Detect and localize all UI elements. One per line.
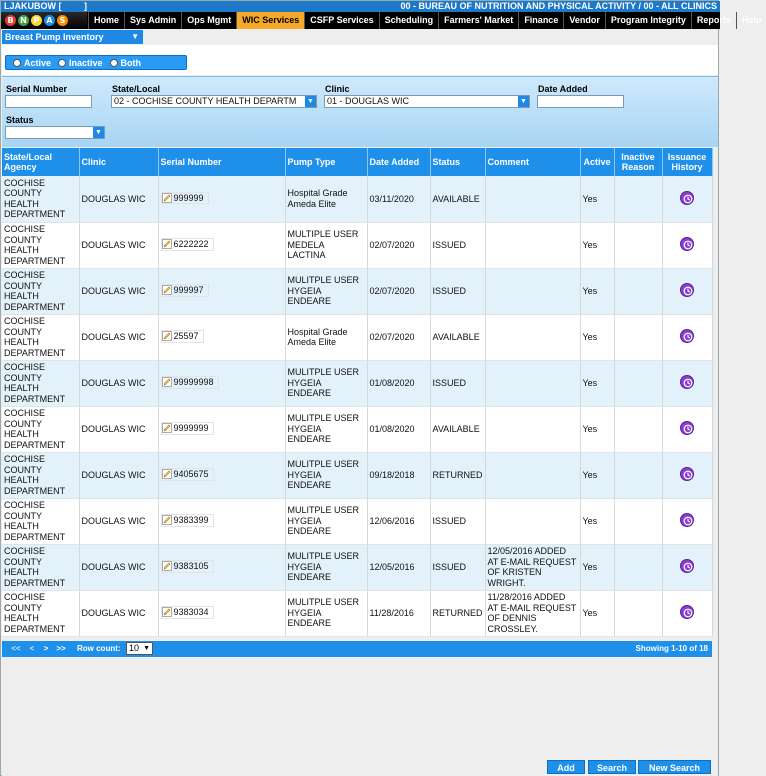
cell-clinic: DOUGLAS WIC bbox=[79, 590, 158, 636]
cell-status: AVAILABLE bbox=[430, 406, 485, 452]
chevron-down-icon: ▼ bbox=[93, 127, 104, 138]
menu-item-ops-mgmt[interactable]: Ops Mgmt bbox=[181, 12, 236, 29]
cell-agency: COCHISE COUNTY HEALTH DEPARTMENT bbox=[2, 498, 79, 544]
cell-clinic: DOUGLAS WIC bbox=[79, 268, 158, 314]
cell-active: Yes bbox=[580, 268, 614, 314]
cell-status: AVAILABLE bbox=[430, 176, 485, 222]
cell-comment bbox=[485, 452, 580, 498]
active-filter-group bbox=[5, 55, 187, 70]
table-row[interactable] bbox=[2, 222, 712, 268]
row-count-select[interactable] bbox=[126, 642, 153, 655]
cell-serial bbox=[158, 590, 285, 636]
cell-serial bbox=[158, 314, 285, 360]
page-title: Breast Pump Inventory bbox=[5, 32, 104, 42]
cell-serial bbox=[158, 406, 285, 452]
clock-history-icon[interactable] bbox=[680, 329, 694, 343]
pencil-edit-icon[interactable] bbox=[162, 607, 172, 617]
logo-letter: B bbox=[5, 15, 16, 26]
filter-inactive-label: Inactive bbox=[69, 57, 103, 68]
serial-number: 9383105 bbox=[173, 561, 209, 572]
cell-clinic: DOUGLAS WIC bbox=[79, 222, 158, 268]
filter-both-radio[interactable] bbox=[110, 58, 142, 68]
filter-active-label: Active bbox=[24, 57, 52, 68]
cell-inactive-reason bbox=[614, 590, 662, 636]
serial-number: 6222222 bbox=[173, 239, 209, 250]
clock-history-icon[interactable] bbox=[680, 237, 694, 251]
cell-status: ISSUED bbox=[430, 360, 485, 406]
table-row[interactable] bbox=[2, 314, 712, 360]
cell-date-added: 12/05/2016 bbox=[367, 544, 430, 590]
cell-pump-type: MULITPLE USER HYGEIA ENDEARE bbox=[285, 406, 367, 452]
cell-issuance-history bbox=[662, 498, 712, 544]
cell-active: Yes bbox=[580, 590, 614, 636]
cell-active: Yes bbox=[580, 314, 614, 360]
column-header-state-local-agency[interactable]: State/Local Agency bbox=[2, 148, 79, 176]
cell-serial bbox=[158, 360, 285, 406]
cell-status: ISSUED bbox=[430, 544, 485, 590]
table-row[interactable] bbox=[2, 544, 712, 590]
chevron-down-icon: ▼ bbox=[305, 96, 316, 107]
cell-agency: COCHISE COUNTY HEALTH DEPARTMENT bbox=[2, 268, 79, 314]
table-row[interactable] bbox=[2, 590, 712, 636]
cell-issuance-history bbox=[662, 544, 712, 590]
cell-issuance-history bbox=[662, 222, 712, 268]
logo-letter: N bbox=[18, 15, 29, 26]
filter-both-label: Both bbox=[120, 57, 142, 68]
cell-status: AVAILABLE bbox=[430, 314, 485, 360]
table-row[interactable] bbox=[2, 176, 712, 222]
clock-history-icon[interactable] bbox=[680, 513, 694, 527]
cell-status: RETURNED bbox=[430, 590, 485, 636]
column-header-serial-number[interactable]: Serial Number bbox=[158, 148, 285, 176]
cell-date-added: 03/11/2020 bbox=[367, 176, 430, 222]
cell-inactive-reason bbox=[614, 360, 662, 406]
next-page-button[interactable]: > bbox=[43, 644, 49, 653]
cell-date-added: 02/07/2020 bbox=[367, 268, 430, 314]
cell-pump-type: MULITPLE USER HYGEIA ENDEARE bbox=[285, 452, 367, 498]
cell-date-added: 02/07/2020 bbox=[367, 222, 430, 268]
clinic-label: Clinic bbox=[325, 84, 350, 94]
cell-agency: COCHISE COUNTY HEALTH DEPARTMENT bbox=[2, 176, 79, 222]
cell-date-added: 12/06/2016 bbox=[367, 498, 430, 544]
main-menu bbox=[88, 12, 766, 29]
cell-clinic: DOUGLAS WIC bbox=[79, 544, 158, 590]
cell-serial bbox=[158, 268, 285, 314]
pencil-edit-icon[interactable] bbox=[162, 469, 172, 479]
column-header-pump-type[interactable]: Pump Type bbox=[285, 148, 367, 176]
username: LJAKUBOW [ bbox=[4, 1, 62, 11]
cell-inactive-reason bbox=[614, 222, 662, 268]
cell-serial bbox=[158, 222, 285, 268]
date-added-input[interactable] bbox=[537, 95, 624, 108]
state-local-select[interactable] bbox=[111, 95, 317, 108]
menu-item-program-integrity[interactable]: Program Integrity bbox=[605, 12, 691, 29]
pump-inventory-table bbox=[2, 148, 713, 637]
cell-inactive-reason bbox=[614, 498, 662, 544]
column-header-issuance-history[interactable]: Issuance History bbox=[662, 148, 712, 176]
cell-agency: COCHISE COUNTY HEALTH DEPARTMENT bbox=[2, 590, 79, 636]
menu-item-scheduling[interactable]: Scheduling bbox=[379, 12, 439, 29]
serial-link[interactable] bbox=[161, 468, 214, 481]
row-count-label: Row count: bbox=[77, 644, 121, 653]
serial-link[interactable] bbox=[161, 422, 214, 435]
cell-clinic: DOUGLAS WIC bbox=[79, 360, 158, 406]
cell-inactive-reason bbox=[614, 314, 662, 360]
cell-issuance-history bbox=[662, 406, 712, 452]
prev-page-button[interactable]: < bbox=[29, 644, 35, 653]
cell-serial bbox=[158, 544, 285, 590]
serial-link[interactable] bbox=[161, 284, 209, 297]
cell-inactive-reason bbox=[614, 452, 662, 498]
cell-issuance-history bbox=[662, 314, 712, 360]
pager-bar bbox=[2, 641, 712, 657]
cell-agency: COCHISE COUNTY HEALTH DEPARTMENT bbox=[2, 544, 79, 590]
cell-comment bbox=[485, 360, 580, 406]
serial-number: 9999999 bbox=[173, 423, 209, 434]
page-selector[interactable] bbox=[2, 30, 143, 44]
cell-comment bbox=[485, 406, 580, 452]
logo-letter: P bbox=[31, 15, 42, 26]
pencil-edit-icon[interactable] bbox=[162, 423, 172, 433]
row-count-value: 10 bbox=[129, 643, 140, 653]
pencil-edit-icon[interactable] bbox=[162, 377, 172, 387]
serial-link[interactable] bbox=[161, 514, 214, 527]
cell-comment bbox=[485, 268, 580, 314]
cell-status: RETURNED bbox=[430, 452, 485, 498]
menu-item-reports[interactable]: Reports bbox=[691, 12, 736, 29]
radio-button[interactable] bbox=[110, 59, 118, 67]
cell-comment bbox=[485, 498, 580, 544]
pencil-edit-icon[interactable] bbox=[162, 515, 172, 525]
username-close: ] bbox=[84, 1, 88, 11]
search-button[interactable]: Search bbox=[588, 760, 636, 774]
org-context: 00 - BUREAU OF NUTRITION AND PHYSICAL ACTIVITY / 00 - ALL CLINICS bbox=[400, 1, 717, 11]
user-info bbox=[4, 1, 87, 12]
serial-number-label: Serial Number bbox=[6, 84, 68, 94]
serial-number: 999999 bbox=[173, 192, 204, 203]
cell-issuance-history bbox=[662, 360, 712, 406]
cell-issuance-history bbox=[662, 176, 712, 222]
table-row[interactable] bbox=[2, 452, 712, 498]
clinic-value: 01 - DOUGLAS WIC bbox=[327, 96, 410, 106]
serial-number: 25597 bbox=[173, 331, 199, 342]
last-page-button[interactable]: >> bbox=[56, 644, 66, 653]
serial-number: 9383034 bbox=[173, 607, 209, 618]
menu-item-farmers-market[interactable]: Farmers' Market bbox=[438, 12, 518, 29]
filter-inactive-radio[interactable] bbox=[58, 58, 103, 68]
serial-link[interactable] bbox=[161, 330, 204, 343]
cell-active: Yes bbox=[580, 498, 614, 544]
cell-inactive-reason bbox=[614, 176, 662, 222]
state-local-value: 02 - COCHISE COUNTY HEALTH DEPARTM bbox=[114, 96, 297, 106]
serial-link[interactable] bbox=[161, 606, 214, 619]
cell-clinic: DOUGLAS WIC bbox=[79, 452, 158, 498]
menu-item-wic-services[interactable]: WIC Services bbox=[236, 12, 304, 29]
logo-letters bbox=[5, 15, 68, 26]
cell-clinic: DOUGLAS WIC bbox=[79, 498, 158, 544]
cell-date-added: 11/28/2016 bbox=[367, 590, 430, 636]
cell-serial bbox=[158, 498, 285, 544]
cell-comment: 12/05/2016 ADDED AT E-MAIL REQUEST OF KRISTEN WRIGHT. bbox=[485, 544, 580, 590]
showing-count: Showing 1-10 of 18 bbox=[635, 644, 708, 653]
top-bar bbox=[1, 1, 720, 12]
clock-history-icon[interactable] bbox=[680, 421, 694, 435]
cell-pump-type: MULITPLE USER HYGEIA ENDEARE bbox=[285, 498, 367, 544]
cell-status: ISSUED bbox=[430, 268, 485, 314]
pencil-edit-icon[interactable] bbox=[162, 239, 172, 249]
pencil-edit-icon[interactable] bbox=[162, 285, 172, 295]
cell-agency: COCHISE COUNTY HEALTH DEPARTMENT bbox=[2, 360, 79, 406]
chevron-down-icon: ▼ bbox=[143, 645, 150, 652]
logout-link[interactable] bbox=[62, 1, 88, 11]
add-button[interactable]: Add bbox=[547, 760, 585, 774]
cell-date-added: 02/07/2020 bbox=[367, 314, 430, 360]
status-label: Status bbox=[6, 115, 34, 125]
cell-serial bbox=[158, 452, 285, 498]
serial-link[interactable] bbox=[161, 192, 209, 205]
cell-issuance-history bbox=[662, 268, 712, 314]
serial-number: 999997 bbox=[173, 285, 204, 296]
pencil-edit-icon[interactable] bbox=[162, 331, 172, 341]
chevron-down-icon: ▼ bbox=[518, 96, 529, 107]
serial-number: 9405675 bbox=[173, 469, 209, 480]
cell-comment: 11/28/2016 ADDED AT E-MAIL REQUEST OF DENNIS CROSSLEY. bbox=[485, 590, 580, 636]
table-row[interactable] bbox=[2, 406, 712, 452]
radio-button[interactable] bbox=[58, 59, 66, 67]
clock-history-icon[interactable] bbox=[680, 191, 694, 205]
cell-date-added: 01/08/2020 bbox=[367, 360, 430, 406]
app-logo[interactable] bbox=[1, 12, 87, 29]
table-header-row bbox=[2, 148, 712, 176]
menu-item-sys-admin[interactable]: Sys Admin bbox=[124, 12, 181, 29]
cell-active: Yes bbox=[580, 222, 614, 268]
cell-active: Yes bbox=[580, 544, 614, 590]
serial-link[interactable] bbox=[161, 560, 214, 573]
table-row[interactable] bbox=[2, 498, 712, 544]
cell-status: ISSUED bbox=[430, 498, 485, 544]
pencil-edit-icon[interactable] bbox=[162, 561, 172, 571]
column-header-comment[interactable]: Comment bbox=[485, 148, 580, 176]
cell-active: Yes bbox=[580, 452, 614, 498]
menu-item-finance[interactable]: Finance bbox=[518, 12, 563, 29]
new-search-button[interactable]: New Search bbox=[638, 760, 711, 774]
cell-comment bbox=[485, 176, 580, 222]
cell-pump-type: Hospital Grade Ameda Elite bbox=[285, 176, 367, 222]
cell-issuance-history bbox=[662, 590, 712, 636]
cell-pump-type: MULITPLE USER HYGEIA ENDEARE bbox=[285, 360, 367, 406]
column-header-date-added[interactable]: Date Added bbox=[367, 148, 430, 176]
menu-bar bbox=[1, 12, 762, 29]
table-row[interactable] bbox=[2, 268, 712, 314]
cell-comment bbox=[485, 222, 580, 268]
chevron-down-icon: ▼ bbox=[131, 32, 139, 41]
cell-pump-type: MULITPLE USER HYGEIA ENDEARE bbox=[285, 544, 367, 590]
cell-inactive-reason bbox=[614, 544, 662, 590]
clinic-select[interactable] bbox=[324, 95, 530, 108]
cell-agency: COCHISE COUNTY HEALTH DEPARTMENT bbox=[2, 406, 79, 452]
cell-agency: COCHISE COUNTY HEALTH DEPARTMENT bbox=[2, 452, 79, 498]
cell-inactive-reason bbox=[614, 406, 662, 452]
filter-active-radio[interactable] bbox=[13, 58, 51, 68]
cell-issuance-history bbox=[662, 452, 712, 498]
column-header-clinic[interactable]: Clinic bbox=[79, 148, 158, 176]
state-local-label: State/Local bbox=[112, 84, 161, 94]
cell-clinic: DOUGLAS WIC bbox=[79, 406, 158, 452]
cell-pump-type: MULITPLE USER HYGEIA ENDEARE bbox=[285, 590, 367, 636]
serial-link[interactable] bbox=[161, 238, 214, 251]
menu-item-home[interactable]: Home bbox=[88, 12, 124, 29]
serial-number: 9383399 bbox=[173, 515, 209, 526]
logo-letter: S bbox=[57, 15, 68, 26]
menu-item-vendor[interactable]: Vendor bbox=[563, 12, 605, 29]
pencil-edit-icon[interactable] bbox=[162, 193, 172, 203]
column-header-inactive-reason[interactable]: Inactive Reason bbox=[614, 148, 662, 176]
cell-clinic: DOUGLAS WIC bbox=[79, 314, 158, 360]
status-select[interactable] bbox=[5, 126, 105, 139]
cell-active: Yes bbox=[580, 176, 614, 222]
cell-pump-type: Hospital Grade Ameda Elite bbox=[285, 314, 367, 360]
cell-active: Yes bbox=[580, 360, 614, 406]
clock-history-icon[interactable] bbox=[680, 605, 694, 619]
cell-serial bbox=[158, 176, 285, 222]
search-panel bbox=[2, 76, 718, 147]
cell-comment bbox=[485, 314, 580, 360]
table-body bbox=[2, 176, 712, 636]
cell-pump-type: MULITPLE USER HYGEIA ENDEARE bbox=[285, 268, 367, 314]
serial-number: 99999998 bbox=[173, 377, 214, 388]
serial-number-input[interactable] bbox=[5, 95, 92, 108]
cell-date-added: 09/18/2018 bbox=[367, 452, 430, 498]
column-header-status[interactable]: Status bbox=[430, 148, 485, 176]
serial-link[interactable] bbox=[161, 376, 219, 389]
date-added-label: Date Added bbox=[538, 84, 588, 94]
cell-agency: COCHISE COUNTY HEALTH DEPARTMENT bbox=[2, 222, 79, 268]
cell-active: Yes bbox=[580, 406, 614, 452]
cell-agency: COCHISE COUNTY HEALTH DEPARTMENT bbox=[2, 314, 79, 360]
first-page-button[interactable]: << bbox=[11, 644, 21, 653]
menu-item-help[interactable]: Help bbox=[736, 12, 766, 29]
cell-inactive-reason bbox=[614, 268, 662, 314]
cell-clinic: DOUGLAS WIC bbox=[79, 176, 158, 222]
cell-pump-type: MULTIPLE USER MEDELA LACTINA bbox=[285, 222, 367, 268]
column-header-active[interactable]: Active bbox=[580, 148, 614, 176]
clock-history-icon[interactable] bbox=[680, 467, 694, 481]
cell-date-added: 01/08/2020 bbox=[367, 406, 430, 452]
clock-history-icon[interactable] bbox=[680, 559, 694, 573]
clock-history-icon[interactable] bbox=[680, 283, 694, 297]
empty-area bbox=[2, 658, 718, 776]
clock-history-icon[interactable] bbox=[680, 375, 694, 389]
table-row[interactable] bbox=[2, 360, 712, 406]
menu-item-csfp-services[interactable]: CSFP Services bbox=[304, 12, 378, 29]
logo-letter: A bbox=[44, 15, 55, 26]
cell-status: ISSUED bbox=[430, 222, 485, 268]
radio-button[interactable] bbox=[13, 59, 21, 67]
